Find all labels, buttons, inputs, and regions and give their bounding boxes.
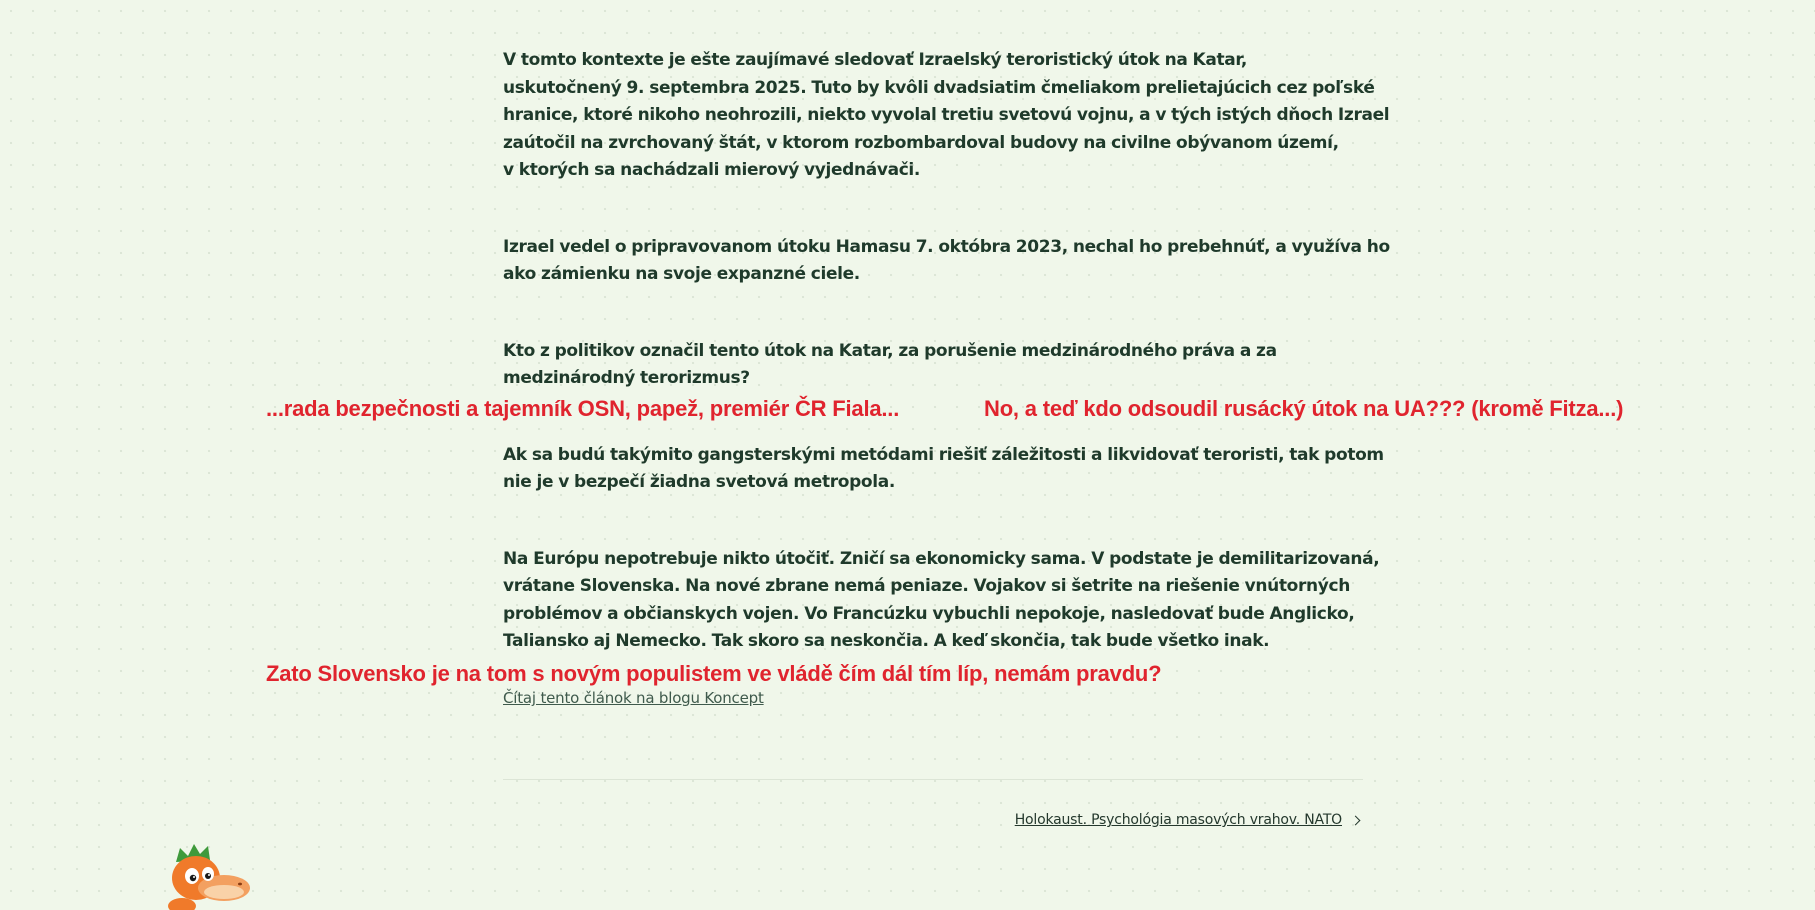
- paragraph-line: V tomto kontexte je ešte zaujímavé sledovať Izraelský teroristický útok na Katar,: [503, 50, 1248, 70]
- red-annotation-comment: No, a teď kdo odsoudil rusácký útok na UA??? (kromě Fitza...): [984, 396, 1624, 421]
- paragraph-line: Kto z politikov označil tento útok na Katar, za porušenie medzinárodného práva a za: [503, 340, 1277, 361]
- paragraph-line: Izrael vedel o pripravovanom útoku Hamasu 7. októbra 2023, nechal ho prebehnúť, a využíva ho: [503, 236, 1390, 257]
- read-on-blog-link[interactable]: Čítaj tento článok na blogu Koncept: [503, 689, 764, 707]
- paragraph-line: ako zámienku na svoje expanzné ciele.: [503, 264, 860, 284]
- dragon-mascot-icon: [162, 840, 262, 910]
- paragraph-line: vrátane Slovenska. Na nové zbrane nemá peniaze. Vojakov si šetrite na riešenie vnútorných: [503, 576, 1350, 596]
- paragraph-line: hranice, ktoré nikoho neohrozili, niekto vyvolal tretiu svetovú vojnu, a v tých istých dňoch Izrael: [503, 105, 1390, 125]
- red-annotation-comment: Zato Slovensko je na tom s novým populistem ve vládě čím dál tím líp, nemám pravdu?: [266, 661, 1162, 686]
- section-divider: [503, 779, 1363, 780]
- paragraph-line: v ktorých sa nachádzali mierový vyjednávači.: [503, 160, 921, 180]
- red-annotation-comment: ...rada bezpečnosti a tajemník OSN, papež, premiér ČR Fiala...: [266, 396, 900, 421]
- chevron-right-icon: [1351, 816, 1361, 826]
- article-paragraph: [503, 442, 1384, 497]
- article-paragraph: [503, 234, 1390, 289]
- paragraph-line: Taliansko aj Nemecko. Tak skoro sa neskončia. A keď skončia, tak bude všetko inak.: [503, 631, 1270, 651]
- paragraph-line: zaútočil na zvrchovaný štát, v ktorom rozbombardoval budovy na civilne obývanom území,: [503, 132, 1339, 153]
- paragraph-line: medzinárodný terorizmus?: [503, 368, 750, 388]
- next-article-link[interactable]: [1015, 812, 1359, 828]
- paragraph-line: uskutočnený 9. septembra 2025. Tuto by kvôli dvadsiatim čmeliakom prelietajúcich cez poľské: [503, 77, 1375, 98]
- article-body: [503, 47, 1390, 656]
- paragraph-line: nie je v bezpečí žiadna svetová metropola.: [503, 472, 895, 492]
- paragraph-line: Ak sa budú takýmito gangsterskými metódami riešiť záležitosti a likvidovať teroristi, tak potom: [503, 444, 1384, 465]
- article-paragraph: [503, 47, 1390, 185]
- paragraph-line: Na Európu nepotrebuje nikto útočiť. Zničí sa ekonomicky sama. V podstate je demilitarizovaná,: [503, 548, 1380, 569]
- paragraph-line: problémov a občianskych vojen. Vo Francúzku vybuchli nepokoje, nasledovať bude Anglicko,: [503, 603, 1355, 624]
- article-paragraph: [503, 546, 1380, 656]
- next-article-label: Holokaust. Psychológia masových vrahov. NATO: [1014, 812, 1342, 828]
- article-paragraph: [503, 338, 1363, 393]
